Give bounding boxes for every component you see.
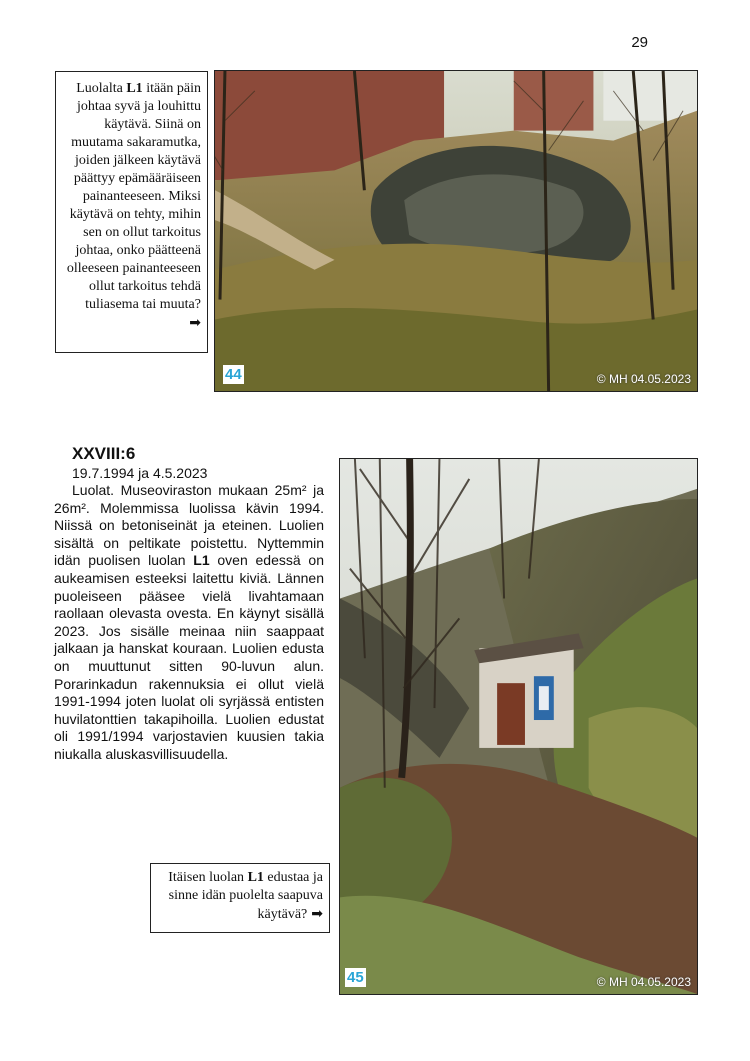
photo-credit: © MH 04.05.2023 — [596, 372, 691, 386]
right-arrow-icon: ➡ — [189, 315, 201, 331]
caption-bottom-bold: L1 — [247, 870, 264, 885]
body-text-2: oven edessä on aukeamisen esteeksi laitettu kiviä. Lännen puoleiseen pääsee vielä livahtamaan raollaan olevasta ovesta. En käynyt sisällä 2023. Jos sisälle meinaa niin saappaat jalkaan ja hanskat kouraan. Luolien edusta on muuttunut sitten 90-luvun alun. Porarinkadun rakennuksia ei ollut vielä 1991-1994 joten luolat oli syrjässä entisten huvilatonttien takapihoilla. Luolien edustat oli 1991/1994 varjostavien kuusien takia niukalla aluskasvillisuudella. — [54, 552, 324, 762]
caption-top-bold: L1 — [126, 81, 143, 96]
page-number: 29 — [631, 34, 648, 51]
photo-number: 44 — [225, 366, 242, 383]
photo-44-image — [215, 71, 697, 391]
photo-44 — [214, 70, 698, 392]
caption-bottom-text-1: Itäisen luolan — [168, 870, 248, 885]
caption-top-text-1: Luolalta — [76, 81, 127, 96]
photo-credit: © MH 04.05.2023 — [596, 975, 691, 989]
photo-45 — [339, 458, 698, 995]
section-body-text — [54, 482, 324, 764]
caption-bottom — [150, 863, 330, 933]
section-date: 19.7.1994 ja 4.5.2023 — [72, 465, 208, 481]
right-arrow-icon: ➡ — [311, 906, 323, 922]
photo-45-image — [340, 459, 697, 994]
body-text-bold: L1 — [193, 552, 210, 569]
photo-number: 45 — [347, 969, 364, 986]
caption-top-text-2: itään päin johtaa syvä ja louhittu käytävä. Siinä on muutama sakaramutka, joiden jälkeen käytävä päättyy epämääräiseen painanteeseen. Miksi käytävä on tehty, mihin sen on ollut tarkoitus johtaa, onko päätteenä olleeseen painanteeseen ollut tarkoitus tehdä tuliasema tai muuta? — [66, 81, 201, 312]
body-text-1: Luolat. Museoviraston mukaan 25m² ja 26m². Molemmissa luolissa kävin 1994. Niissä on betoniseinät ja eteinen. Luolien sisältä on peltikate poistettu. Nyttemmin idän puolisen luolan — [54, 482, 324, 569]
caption-bottom-text-2: edustaa ja sinne idän puolelta saapuva käytävä? — [168, 870, 323, 922]
caption-top — [55, 71, 208, 353]
section-heading: XXVIII:6 — [72, 444, 136, 463]
